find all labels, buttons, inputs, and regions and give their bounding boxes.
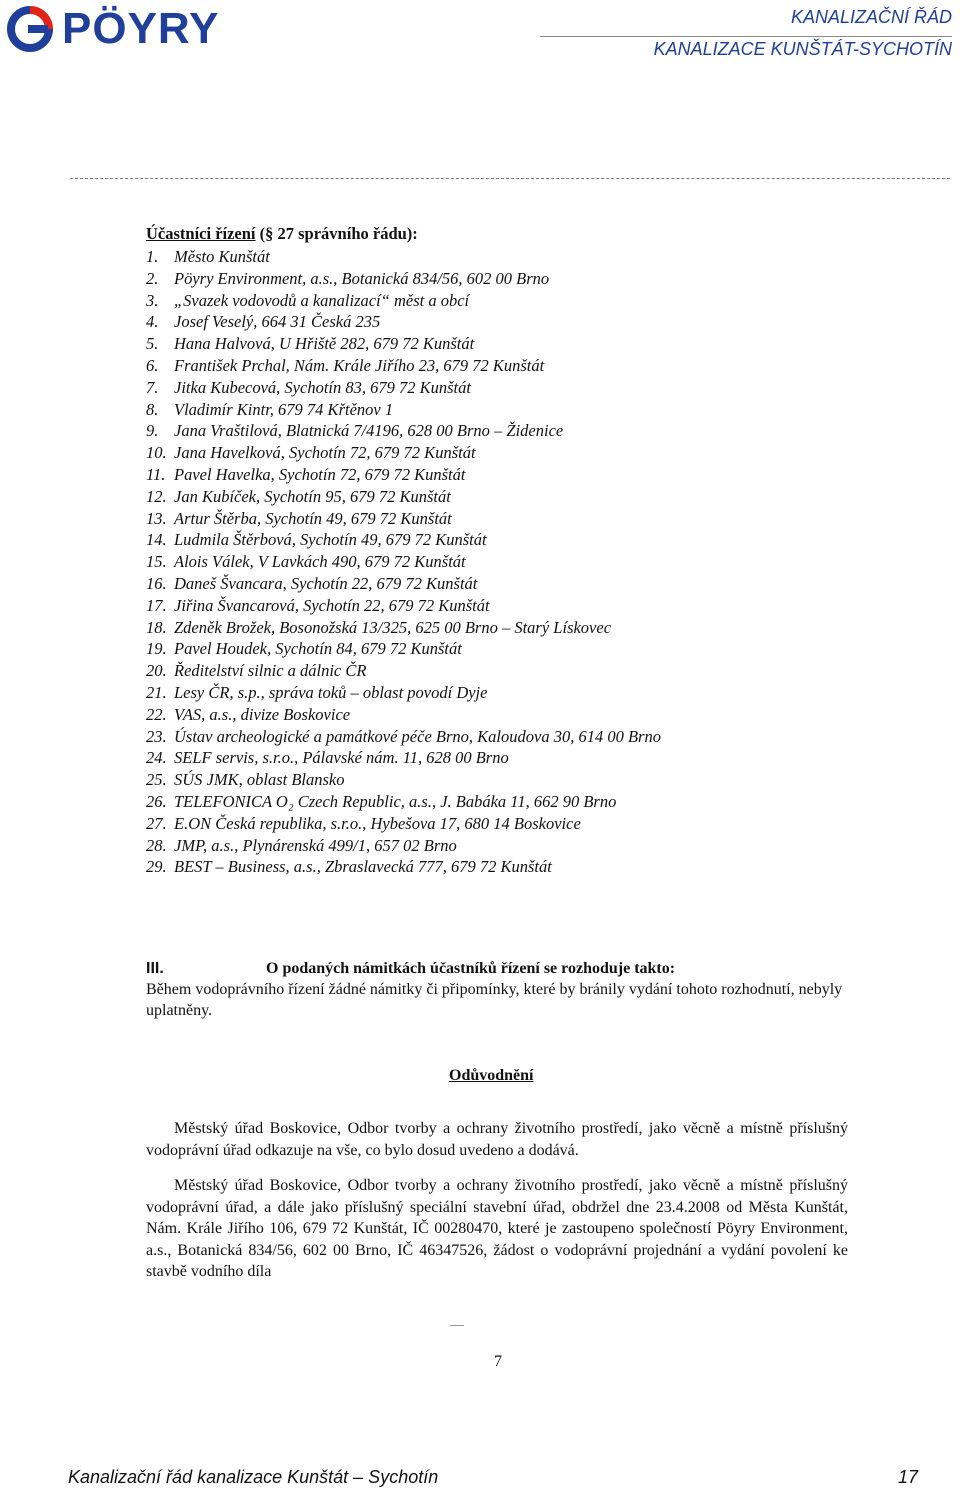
participant-item bbox=[146, 856, 866, 878]
participant-number: 8. bbox=[146, 399, 159, 419]
participant-number: 1. bbox=[146, 247, 159, 266]
participant-text: Zdeněk Brožek, Bosonožská 13/325, 625 00 Brno – Starý Lískovec bbox=[174, 617, 612, 637]
participant-text: SELF servis, s.r.o., Pálavské nám. 11, 628 00 Brno bbox=[174, 748, 509, 768]
participant-item bbox=[146, 486, 866, 508]
participants-list bbox=[146, 246, 866, 878]
participant-number: 22. bbox=[146, 704, 167, 724]
participants-title bbox=[146, 224, 866, 244]
doc-subtitle: KANALIZACE KUNŠTÁT-SYCHOTÍN bbox=[653, 39, 952, 59]
participant-item bbox=[146, 355, 866, 377]
footer-page-number: 17 bbox=[897, 1467, 918, 1487]
participant-text: František Prchal, Nám. Krále Jiřího 23, 679 72 Kunštát bbox=[174, 355, 545, 375]
poyry-logo bbox=[4, 6, 219, 52]
participant-text: Jan Kubíček, Sychotín 95, 679 72 Kunštát bbox=[174, 486, 451, 506]
logo-wordmark: PÖYRY bbox=[62, 4, 220, 53]
participant-number: 10. bbox=[146, 443, 167, 463]
participant-item bbox=[146, 769, 866, 791]
justification-title: Odůvodnění bbox=[449, 1067, 534, 1084]
participant-item bbox=[146, 573, 866, 595]
section-iii-body: Během vodoprávního řízení žádné námitky či připomínky, které by bránily vydání tohoto rozhodnutí, nebyly uplatněny. bbox=[146, 981, 843, 1019]
participant-number: 21. bbox=[146, 682, 167, 702]
participant-item bbox=[146, 595, 866, 617]
participant-text: JMP, a.s., Plynárenská 499/1, 657 02 Brno bbox=[174, 835, 457, 855]
participant-text: Jana Havelková, Sychotín 72, 679 72 Kunštát bbox=[174, 443, 476, 463]
section-iii-title: O podaných námitkách účastníků řízení se rozhoduje takto: bbox=[266, 960, 676, 977]
participant-number: 19. bbox=[146, 639, 167, 659]
participant-text: Pavel Havelka, Sychotín 72, 679 72 Kunštát bbox=[174, 464, 466, 484]
participant-number: 27. bbox=[146, 813, 167, 833]
participants-title-rest: (§ 27 správního řádu): bbox=[255, 224, 418, 243]
participant-number: 12. bbox=[146, 486, 167, 506]
participant-item bbox=[146, 551, 866, 573]
participant-item bbox=[146, 704, 866, 726]
doc-title: KANALIZAČNÍ ŘÁD bbox=[790, 7, 952, 27]
participant-number: 11. bbox=[146, 464, 166, 484]
participant-number: 15. bbox=[146, 552, 167, 572]
header-rule bbox=[540, 36, 952, 37]
participant-number: 20. bbox=[146, 661, 167, 681]
participant-text: Jiřina Švancarová, Sychotín 22, 679 72 Kunštát bbox=[174, 595, 490, 615]
participant-number: 14. bbox=[146, 530, 167, 550]
participant-number: 23. bbox=[146, 726, 167, 746]
scan-page-number: 7 bbox=[494, 1353, 502, 1370]
participant-text: Jitka Kubecová, Sychotín 83, 679 72 Kunštát bbox=[174, 377, 471, 397]
justification-body bbox=[146, 1118, 848, 1297]
participant-text: Pöyry Environment, a.s., Botanická 834/56, 602 00 Brno bbox=[174, 268, 550, 288]
participant-text: Lesy ČR, s.p., správa toků – oblast povodí Dyje bbox=[174, 682, 488, 702]
footer-title: Kanalizační řád kanalizace Kunštát – Sychotín bbox=[68, 1467, 439, 1487]
section-iii bbox=[146, 958, 846, 1021]
participant-text: „Svazek vodovodů a kanalizací“ měst a obcí bbox=[174, 290, 470, 310]
participant-item bbox=[146, 726, 866, 748]
participant-number: 18. bbox=[146, 617, 167, 637]
participant-number: 6. bbox=[146, 355, 159, 375]
participant-item bbox=[146, 617, 866, 639]
participant-item bbox=[146, 835, 866, 857]
participant-item bbox=[146, 464, 866, 486]
participant-text: SÚS JMK, oblast Blansko bbox=[174, 770, 345, 790]
participant-item bbox=[146, 246, 866, 268]
section-iii-number: III. bbox=[146, 960, 164, 977]
participant-text: E.ON Česká republika, s.r.o., Hybešova 17, 680 14 Boskovice bbox=[174, 813, 581, 833]
participant-item bbox=[146, 442, 866, 464]
participant-item bbox=[146, 333, 866, 355]
participant-item bbox=[146, 311, 866, 333]
participant-item bbox=[146, 377, 866, 399]
participant-number: 24. bbox=[146, 748, 167, 768]
participant-item bbox=[146, 747, 866, 769]
participant-text: Vladimír Kintr, 679 74 Křtěnov 1 bbox=[174, 399, 394, 419]
participant-number: 9. bbox=[146, 421, 159, 441]
document-header bbox=[654, 6, 952, 60]
participant-item bbox=[146, 529, 866, 551]
participant-text: Jana Vraštilová, Blatnická 7/4196, 628 00 Brno – Židenice bbox=[174, 421, 564, 441]
participant-text: BEST – Business, a.s., Zbraslavecká 777, 679 72 Kunštát bbox=[174, 857, 552, 877]
participant-number: 25. bbox=[146, 770, 167, 790]
participant-number: 29. bbox=[146, 857, 167, 877]
participant-item bbox=[146, 420, 866, 442]
participants-title-underlined: Účastníci řízení bbox=[146, 224, 256, 243]
justification-paragraph: Městský úřad Boskovice, Odbor tvorby a ochrany životního prostředí, jako věcně a místně příslušný vodoprávní úřad odkazuje na vše, co bylo dosud uvedeno a dodává. bbox=[146, 1120, 848, 1159]
justification-paragraph: Městský úřad Boskovice, Odbor tvorby a ochrany životního prostředí, jako věcně a místně příslušný vodoprávní úřad, a dále jako příslušný speciální stavební úřad, obdržel dne 23.4.2008 od Města Kunštát, Nám. Krále Jiřího 106, 679 72 Kunštát, IČ 00280470, které je zastoupeno společností Pöyry Environment, a.s., Botanická 834/56, 602 00 Brno, IČ 46347526, žádost o vodoprávní projednání a vydání povolení ke stavbě vodního díla bbox=[146, 1177, 848, 1280]
participant-number: 13. bbox=[146, 508, 167, 528]
participant-number: 28. bbox=[146, 835, 167, 855]
participant-text: TELEFONICA O₂ Czech Republic, a.s., J. Babáka 11, 662 90 Brno bbox=[174, 791, 617, 811]
participant-number: 3. bbox=[146, 290, 159, 310]
participant-text: Město Kunštát bbox=[174, 247, 270, 266]
participant-text: Ludmila Štěrbová, Sychotín 49, 679 72 Kunštát bbox=[174, 530, 487, 550]
participant-text: Ředitelství silnic a dálnic ČR bbox=[174, 661, 367, 681]
participant-item bbox=[146, 638, 866, 660]
participant-number: 7. bbox=[146, 377, 159, 397]
participant-item bbox=[146, 508, 866, 530]
participant-number: 5. bbox=[146, 334, 159, 354]
scan-artifact-line bbox=[70, 178, 950, 179]
participant-number: 2. bbox=[146, 268, 159, 288]
participant-text: Alois Válek, V Lavkách 490, 679 72 Kunštát bbox=[174, 552, 466, 572]
participant-item bbox=[146, 268, 866, 290]
participant-number: 26. bbox=[146, 791, 167, 811]
participants-section bbox=[146, 224, 866, 878]
participant-text: Ústav archeologické a památkové péče Brno, Kaloudova 30, 614 00 Brno bbox=[174, 726, 661, 746]
participant-item bbox=[146, 791, 866, 813]
participant-number: 17. bbox=[146, 595, 167, 615]
participant-text: Hana Halvová, U Hřiště 282, 679 72 Kunštát bbox=[174, 334, 475, 354]
participant-text: Artur Štěrba, Sychotín 49, 679 72 Kunštát bbox=[174, 508, 452, 528]
poyry-logo-icon bbox=[4, 6, 56, 52]
scan-artifact-mark bbox=[450, 1325, 464, 1326]
participant-text: Josef Veselý, 664 31 Česká 235 bbox=[174, 312, 381, 332]
participant-text: Pavel Houdek, Sychotín 84, 679 72 Kunštát bbox=[174, 639, 462, 659]
participant-text: Daneš Švancara, Sychotín 22, 679 72 Kunštát bbox=[174, 573, 478, 593]
participant-item bbox=[146, 660, 866, 682]
participant-item bbox=[146, 399, 866, 421]
participant-number: 16. bbox=[146, 573, 167, 593]
section-iii-heading bbox=[146, 958, 846, 979]
participant-number: 4. bbox=[146, 312, 159, 332]
participant-item bbox=[146, 682, 866, 704]
participant-item bbox=[146, 290, 866, 312]
participant-text: VAS, a.s., divize Boskovice bbox=[174, 704, 351, 724]
participant-item bbox=[146, 813, 866, 835]
